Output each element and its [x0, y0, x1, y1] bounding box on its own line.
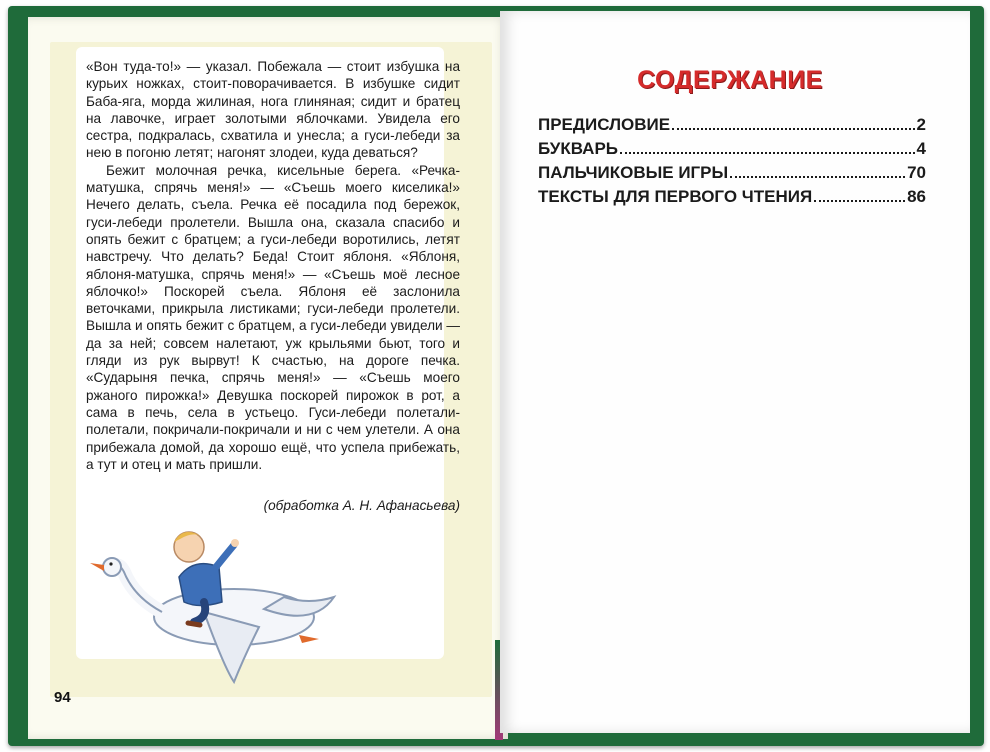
toc-leader-dots — [672, 114, 914, 130]
toc-entry-label: ПРЕДИСЛОВИЕ — [538, 115, 671, 134]
story-text — [86, 58, 460, 473]
toc-title: СОДЕРЖАНИЕ — [637, 66, 823, 94]
boy-riding-goose-icon — [84, 517, 344, 692]
toc-entry-page: 2 — [916, 115, 926, 134]
toc-leader-dots — [730, 162, 905, 178]
toc-entry — [538, 114, 926, 138]
toc-leader-dots — [814, 186, 905, 202]
table-of-contents — [538, 114, 926, 210]
toc-entry — [538, 162, 926, 186]
toc-entry — [538, 138, 926, 162]
toc-entry-page: 70 — [907, 163, 926, 182]
toc-leader-dots — [620, 138, 915, 154]
story-paragraph-2: Бежит молочная речка, кисельные берега. «Речка-матушка, спрячь меня!» — «Съешь моего киселика!» Нечего делать, съела. Речка её посадила под бережок, гуси-лебеди пролетели. Вышла она, сказала спасибо и опять бежит с братцем; а гуси-лебеди воротились, летят навстречу. Что делать? Беда! Стоит яблоня. «Яблоня, яблоня-матушка, спрячь меня!» — «Съешь моё лесное яблочко!» Поскорей съела. Яблоня её заслонила веточками, прикрыла листиками; гуси-лебеди пролетели. Вышла и опять бежит с братцем, а гуси-лебеди увидели — да за ней; совсем налетают, уж крыльями бьют, того и гляди из рук вырвут! К счастью, на дороге печка. «Сударыня печка, спрячь меня!» — «Съешь моего ржаного пирожка!» Девушка поскорей пирожок в рот, а сама в печь, села в устьецо. Гуси-лебеди полетали-полетали, покричали-покричали и ни с чем улетели. А она прибежала домой, да хорошо ещё, что успела прибежать, а тут и отец и мать пришли. — [86, 162, 460, 472]
story-paragraph-1: «Вон туда-то!» — указал. Побежала — стоит избушка на курьих ножках, стоит-поворачивается. В избушке сидит Баба-яга, морда жилиная, нога глиняная; сидит и братец на лавочке, играет золотыми яблочками. Увидела его сестра, подкралась, схватила и унесла; а гуси-лебеди за нею в погоню летят; нагонят злодеи, куда деваться? — [86, 59, 460, 161]
toc-entry-label: БУКВАРЬ — [538, 139, 619, 158]
toc-entry — [538, 186, 926, 210]
toc-entry-page: 4 — [916, 139, 926, 158]
page-number: 94 — [54, 689, 71, 706]
toc-entry-page: 86 — [907, 187, 926, 206]
toc-entry-label: ПАЛЬЧИКОВЫЕ ИГРЫ — [538, 163, 729, 182]
toc-entry-label: ТЕКСТЫ ДЛЯ ПЕРВОГО ЧТЕНИЯ — [538, 187, 813, 206]
left-page — [28, 17, 508, 739]
story-attribution: (обработка А. Н. Афанасьева) — [263, 498, 460, 513]
